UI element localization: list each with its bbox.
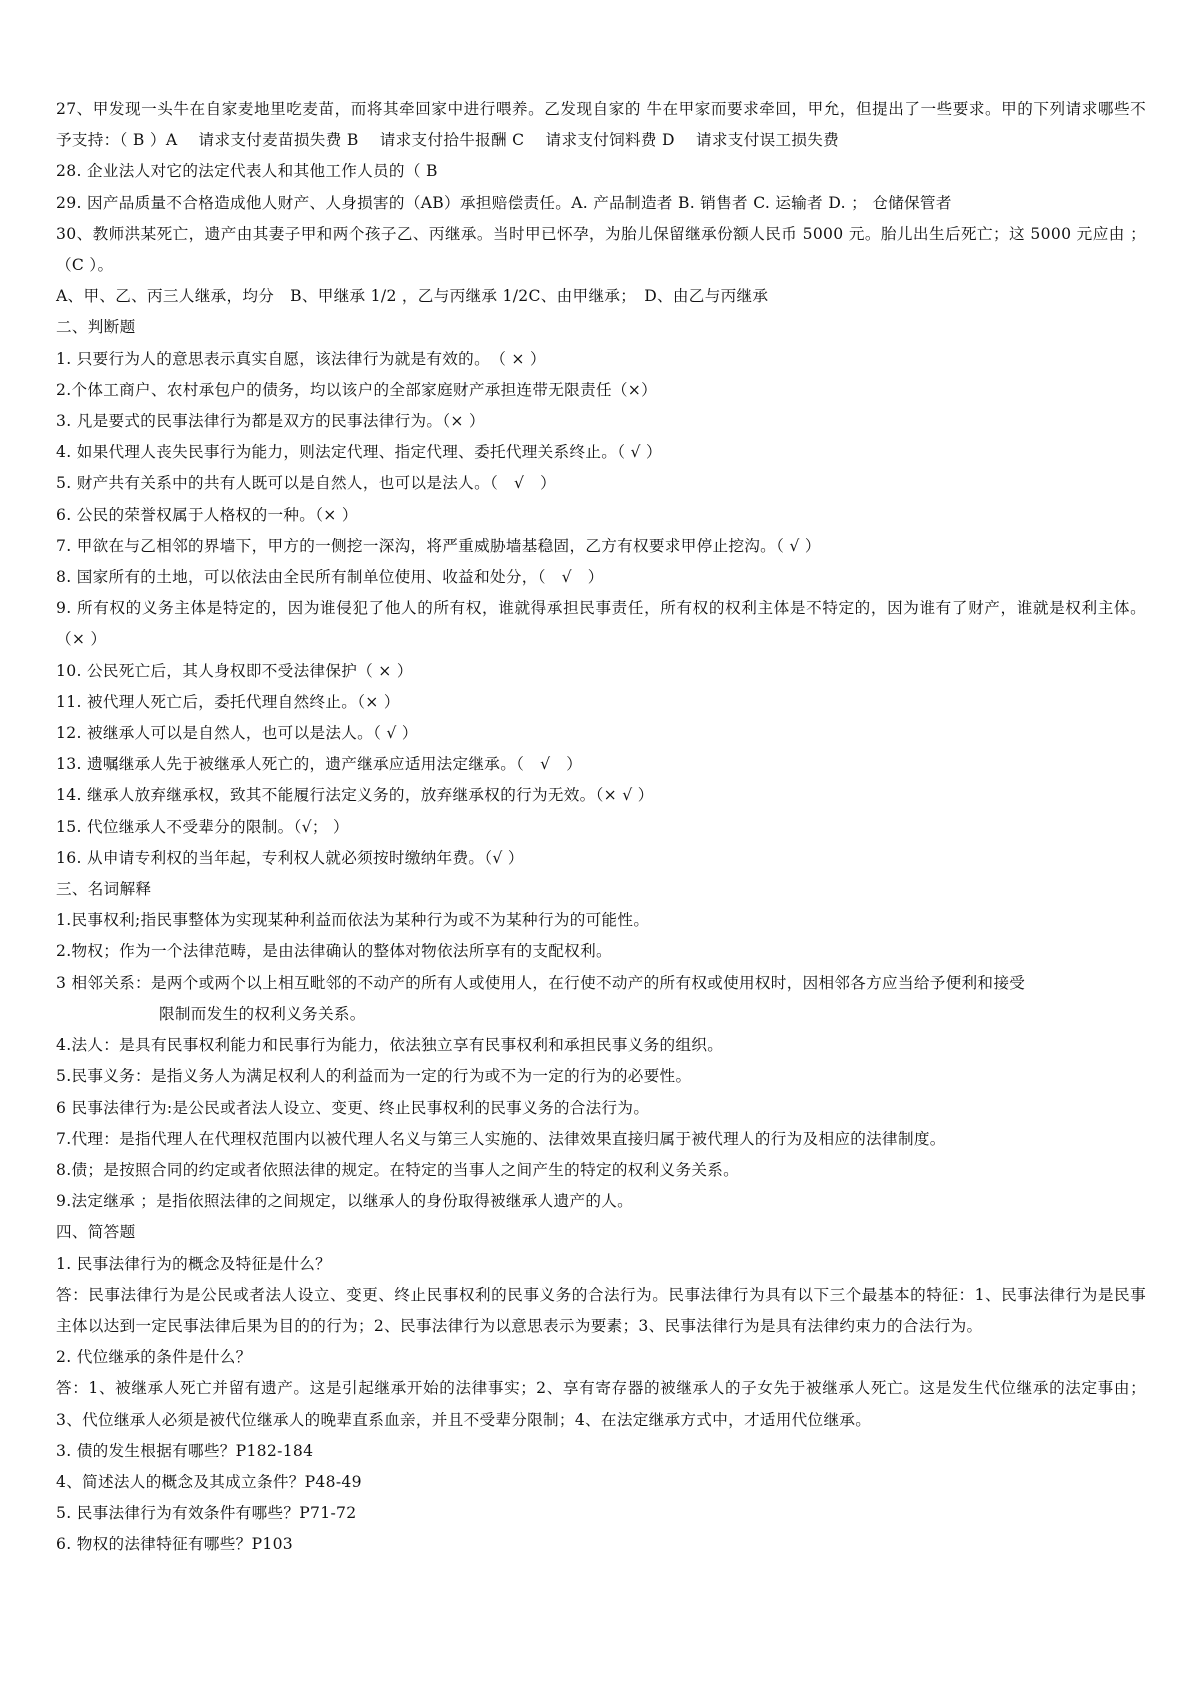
text-line: 9. 所有权的义务主体是特定的，因为谁侵犯了他人的所有权，谁就得承担民事责任，所有权的权利主体是不特定的，因为谁有了财产，谁就是权利主体。（× ）: [56, 599, 1146, 649]
text-line: 4. 如果代理人丧失民事行为能力，则法定代理、指定代理、委托代理关系终止。（ √ ）: [56, 443, 662, 462]
text-line: 5. 民事法律行为有效条件有哪些？P71-72: [56, 1504, 357, 1523]
text-line: 2. 代位继承的条件是什么？: [56, 1348, 252, 1367]
text-line: 7. 甲欲在与乙相邻的界墙下，甲方的一侧挖一深沟，将严重威胁墙基稳固，乙方有权要求甲停止挖沟。（ √ ）: [56, 536, 821, 555]
text-line: 答：民事法律行为是公民或者法人设立、变更、终止民事权利的民事义务的合法行为。民事法律行为具有以下三个最基本的特征：1、民事法律行为是民事主体以达到一定民事法律后果为目的的行为；2、民事法律行为以意思表示为要素；3、民事法律行为是具有法律约束力的合法行为。: [56, 1285, 1146, 1335]
text-line: 15. 代位继承人不受辈分的限制。（√； ）: [56, 817, 349, 836]
text-line: 13. 遗嘱继承人先于被继承人死亡的，遗产继承应适用法定继承。（ √ ）: [56, 755, 583, 774]
text-line: 9.法定继承 ；是指依照法律的之间规定，以继承人的身份取得被继承人遗产的人。: [56, 1192, 634, 1211]
text-line: 30、教师洪某死亡，遗产由其妻子甲和两个孩子乙、丙继承。当时甲已怀孕，为胎儿保留继承份额人民币 5000 元。胎儿出生后死亡；这 5000 元应由 ；（C ）。: [56, 224, 1146, 275]
text-line: 8. 国家所有的土地，可以依法由全民所有制单位使用、收益和处分，（ √ ）: [56, 568, 604, 587]
text-line: 16. 从申请专利权的当年起，专利权人就必须按时缴纳年费。（√ ）: [56, 848, 524, 867]
text-line: A、甲、乙、丙三人继承，均分 B、甲继承 1/2 ，乙与丙继承 1/2C、由甲继承； D、由乙与丙继承: [56, 287, 769, 306]
text-line: 2.物权；作为一个法律范畴，是由法律确认的整体对物依法所享有的支配权利。: [56, 942, 612, 961]
text-line: 5. 财产共有关系中的共有人既可以是自然人，也可以是法人。（ √ ）: [56, 474, 556, 493]
text-line: 3. 凡是要式的民事法律行为都是双方的民事法律行为。（× ）: [56, 412, 485, 431]
text-line: 29. 因产品质量不合格造成他人财产、人身损害的（AB）承担赔偿责任。A. 产品制造者 B. 销售者 C. 运输者 D. ； 仓储保管者: [56, 193, 952, 212]
text-line: 3. 债的发生根据有哪些？P182-184: [56, 1441, 314, 1460]
text-line: 三、名词解释: [56, 880, 152, 899]
text-line: 1. 只要行为人的意思表示真实自愿，该法律行为就是有效的。 （ × ）: [56, 349, 546, 368]
text-line: 28. 企业法人对它的法定代表人和其他工作人员的（ B: [56, 162, 438, 181]
text-line: 4.法人：是具有民事权利能力和民事行为能力，依法独立享有民事权利和承担民事义务的组织。: [56, 1036, 724, 1055]
text-line: 6 民事法律行为:是公民或者法人设立、变更、终止民事权利的民事义务的合法行为。: [56, 1098, 650, 1117]
text-line: 8.债；是按照合同的约定或者依照法律的规定。在特定的当事人之间产生的特定的权利义务关系。: [56, 1160, 740, 1179]
text-line: 1.民事权利;指民事整体为实现某种利益而依法为某种行为或不为某种行为的可能性。: [56, 911, 650, 930]
text-line: 6. 物权的法律特征有哪些？P103: [56, 1535, 294, 1554]
text-line: 6. 公民的荣誉权属于人格权的一种。（× ）: [56, 505, 358, 524]
text-line: 答：1、被继承人死亡并留有遗产。这是引起继承开始的法律事实；2、享有寄存器的被继承人的子女先于被继承人死亡。这是发生代位继承的法定事由；3、代位继承人必须是被代位继承人的晚辈直系血亲，并且不受辈分限制；4、在法定继承方式中，才适用代位继承。: [56, 1379, 1146, 1429]
text-line: 四、简答题: [56, 1223, 136, 1242]
text-line: 5.民事义务：是指义务人为满足权利人的利益而为一定的行为或不为一定的行为的必要性。: [56, 1067, 692, 1086]
text-line: 10. 公民死亡后，其人身权即不受法律保护（ × ）: [56, 661, 413, 680]
text-line: 2.个体工商户、农村承包户的债务，均以该户的全部家庭财产承担连带无限责任（×）: [56, 380, 658, 399]
text-line: 二、判断题: [56, 318, 136, 337]
text-line: 7.代理：是指代理人在代理权范围内以被代理人名义与第三人实施的、法律效果直接归属于被代理人的行为及相应的法律制度。: [56, 1129, 946, 1148]
text-line: 3 相邻关系：是两个或两个以上相互毗邻的不动产的所有人或使用人，在行使不动产的所有权或使用权时，因相邻各方应当给予便利和接受: [56, 973, 1026, 992]
text-line: 4、简述法人的概念及其成立条件？P48-49: [56, 1472, 362, 1491]
text-line: 11. 被代理人死亡后，委托代理自然终止。（× ）: [56, 692, 400, 711]
document-page: [56, 94, 1146, 1561]
text-line: 27、甲发现一头牛在自家麦地里吃麦苗，而将其牵回家中进行喂养。乙发现自家的 牛在甲家而要求牵回，甲允，但提出了一些要求。甲的下列请求哪些不予支持：（ B ）A 请求支付麦苗损失费 B 请求支付拾牛报酬 C 请求支付饲料费 D 请求支付误工损失费: [56, 100, 1146, 150]
text-line: 限制而发生的权利义务关系。: [159, 1004, 366, 1023]
text-line: 1. 民事法律行为的概念及特征是什么？: [56, 1254, 332, 1273]
text-line: 14. 继承人放弃继承权，致其不能履行法定义务的，放弃继承权的行为无效。（× √ ）: [56, 786, 654, 805]
text-line: 12. 被继承人可以是自然人，也可以是法人。（ √ ）: [56, 724, 418, 743]
